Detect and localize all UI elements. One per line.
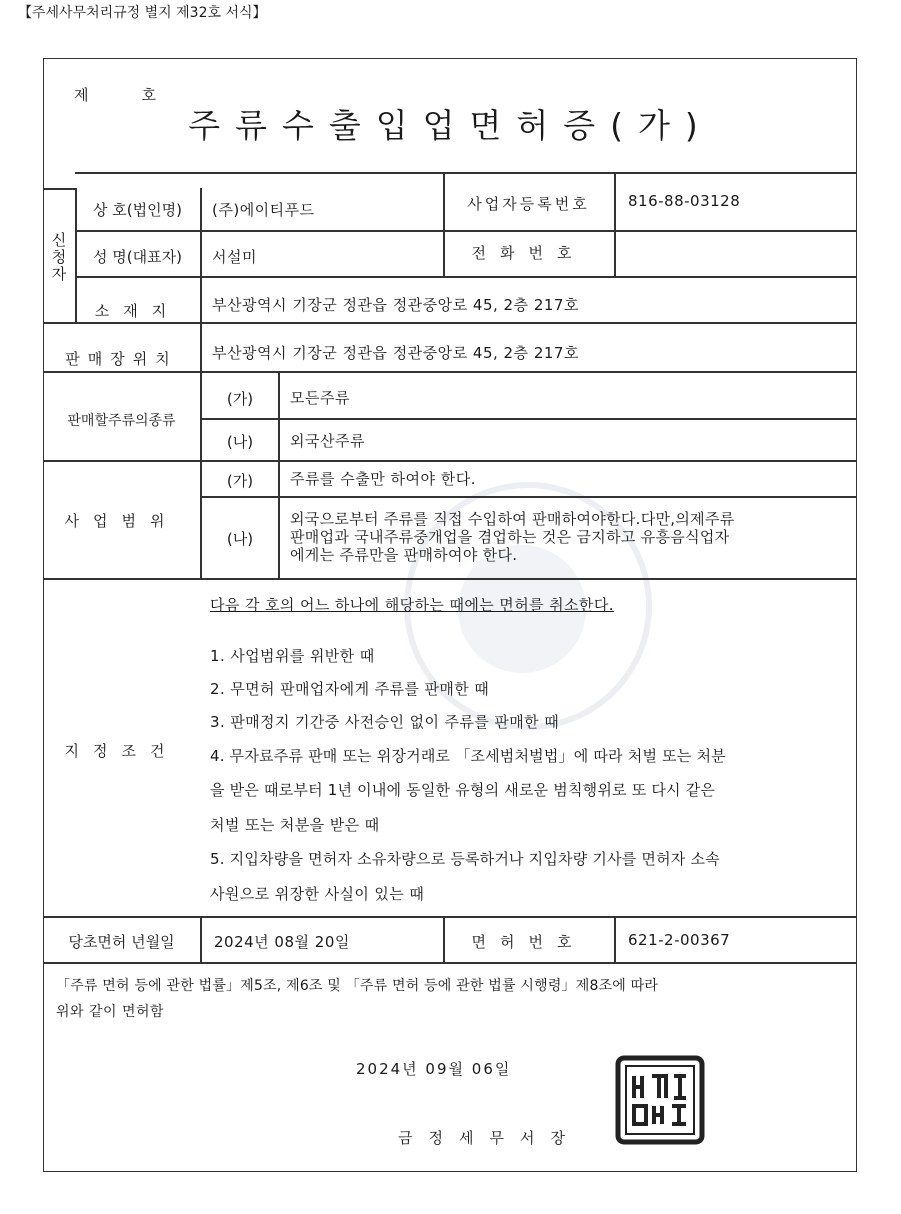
condition-line: 3. 판매정지 기간중 사전승인 없이 주류를 판매한 때 xyxy=(210,713,560,731)
conditions-label: 지정조건 xyxy=(64,742,179,760)
company-value: (주)에이티푸드 xyxy=(212,201,315,219)
business-scope-mark: (가) xyxy=(226,472,254,490)
initial-date-value: 2024년 08월 20일 xyxy=(214,933,350,951)
initial-date-label: 당초면허 년월일 xyxy=(68,933,175,951)
legal-basis-line: 위와 같이 면허함 xyxy=(56,1004,165,1020)
address-value: 부산광역시 기장군 정관읍 정관중앙로 45, 2층 217호 xyxy=(212,296,579,314)
official-seal-icon xyxy=(614,1054,706,1146)
business-scope-label: 사업범위 xyxy=(64,512,179,530)
form-header-note: 【주세사무처리규정 별지 제32호 서식】 xyxy=(18,5,267,21)
license-number-value: 621-2-00367 xyxy=(628,931,731,949)
doc-number-label: 제 호 xyxy=(74,86,157,104)
business-scope-line: 주류를 수출만 하여야 한다. xyxy=(290,470,476,488)
phone-label: 전화번호 xyxy=(471,244,586,262)
business-scope-line: 에게는 주류만을 판매하여야 한다. xyxy=(290,546,518,564)
biz-reg-value: 816-88-03128 xyxy=(628,192,741,210)
liquor-types-label: 판매할주류의종류 xyxy=(67,413,176,429)
license-number-label: 면허번호 xyxy=(471,933,586,951)
condition-line: 을 받은 때로부터 1년 이내에 동일한 유형의 새로운 범칙행위로 또 다시 같은 xyxy=(210,781,716,799)
liquor-type-mark: (가) xyxy=(226,390,254,408)
business-scope-line: 판매업과 국내주류중개업을 겸업하는 것은 금지하고 유흥음식업자 xyxy=(290,528,730,546)
sales-location-value: 부산광역시 기장군 정관읍 정관중앙로 45, 2층 217호 xyxy=(212,344,579,362)
liquor-type-item: 외국산주류 xyxy=(290,432,365,450)
biz-reg-label: 사업자등록번호 xyxy=(467,195,590,213)
legal-basis-line: 「주류 면허 등에 관한 법률」제5조, 제6조 및 「주류 면허 등에 관한 법률 시행령」제8조에 따라 xyxy=(56,978,659,994)
page-title: 주류수출입업면허증(가) xyxy=(188,106,713,145)
sales-location-label: 판매장위치 xyxy=(65,350,178,368)
liquor-type-item: 모든주류 xyxy=(290,389,350,407)
liquor-type-mark: (나) xyxy=(226,433,254,451)
condition-line: 사원으로 위장한 사실이 있는 때 xyxy=(210,885,425,903)
condition-line: 5. 지입차량을 면허자 소유차량으로 등록하거나 지입차량 기사를 면허자 소속 xyxy=(210,850,720,868)
document-frame xyxy=(43,58,857,1172)
issue-date: 2024년 09월 06일 xyxy=(356,1060,512,1078)
condition-line: 1. 사업범위를 위반한 때 xyxy=(210,647,375,665)
condition-line: 4. 무자료주류 판매 또는 위장거래로 「조세범처벌법」에 따라 처벌 또는 처분 xyxy=(210,747,726,765)
rep-label: 성 명(대표자) xyxy=(93,248,182,266)
conditions-intro: 다음 각 호의 어느 하나에 해당하는 때에는 면허를 취소한다. xyxy=(210,596,614,614)
company-label: 상 호(법인명) xyxy=(93,201,182,219)
condition-line: 처벌 또는 처분을 받은 때 xyxy=(210,816,380,834)
business-scope-line: 외국으로부터 주류를 직접 수입하여 판매하여야한다.다만,의제주류 xyxy=(290,510,735,528)
address-label: 소재지 xyxy=(94,302,181,320)
business-scope-mark: (나) xyxy=(226,530,254,548)
condition-line: 2. 무면허 판매업자에게 주류를 판매한 때 xyxy=(210,680,490,698)
rep-value: 서설미 xyxy=(212,248,257,266)
applicant-label: 신청자 xyxy=(51,231,67,283)
issuer-name: 금정세무서장 xyxy=(398,1129,581,1147)
